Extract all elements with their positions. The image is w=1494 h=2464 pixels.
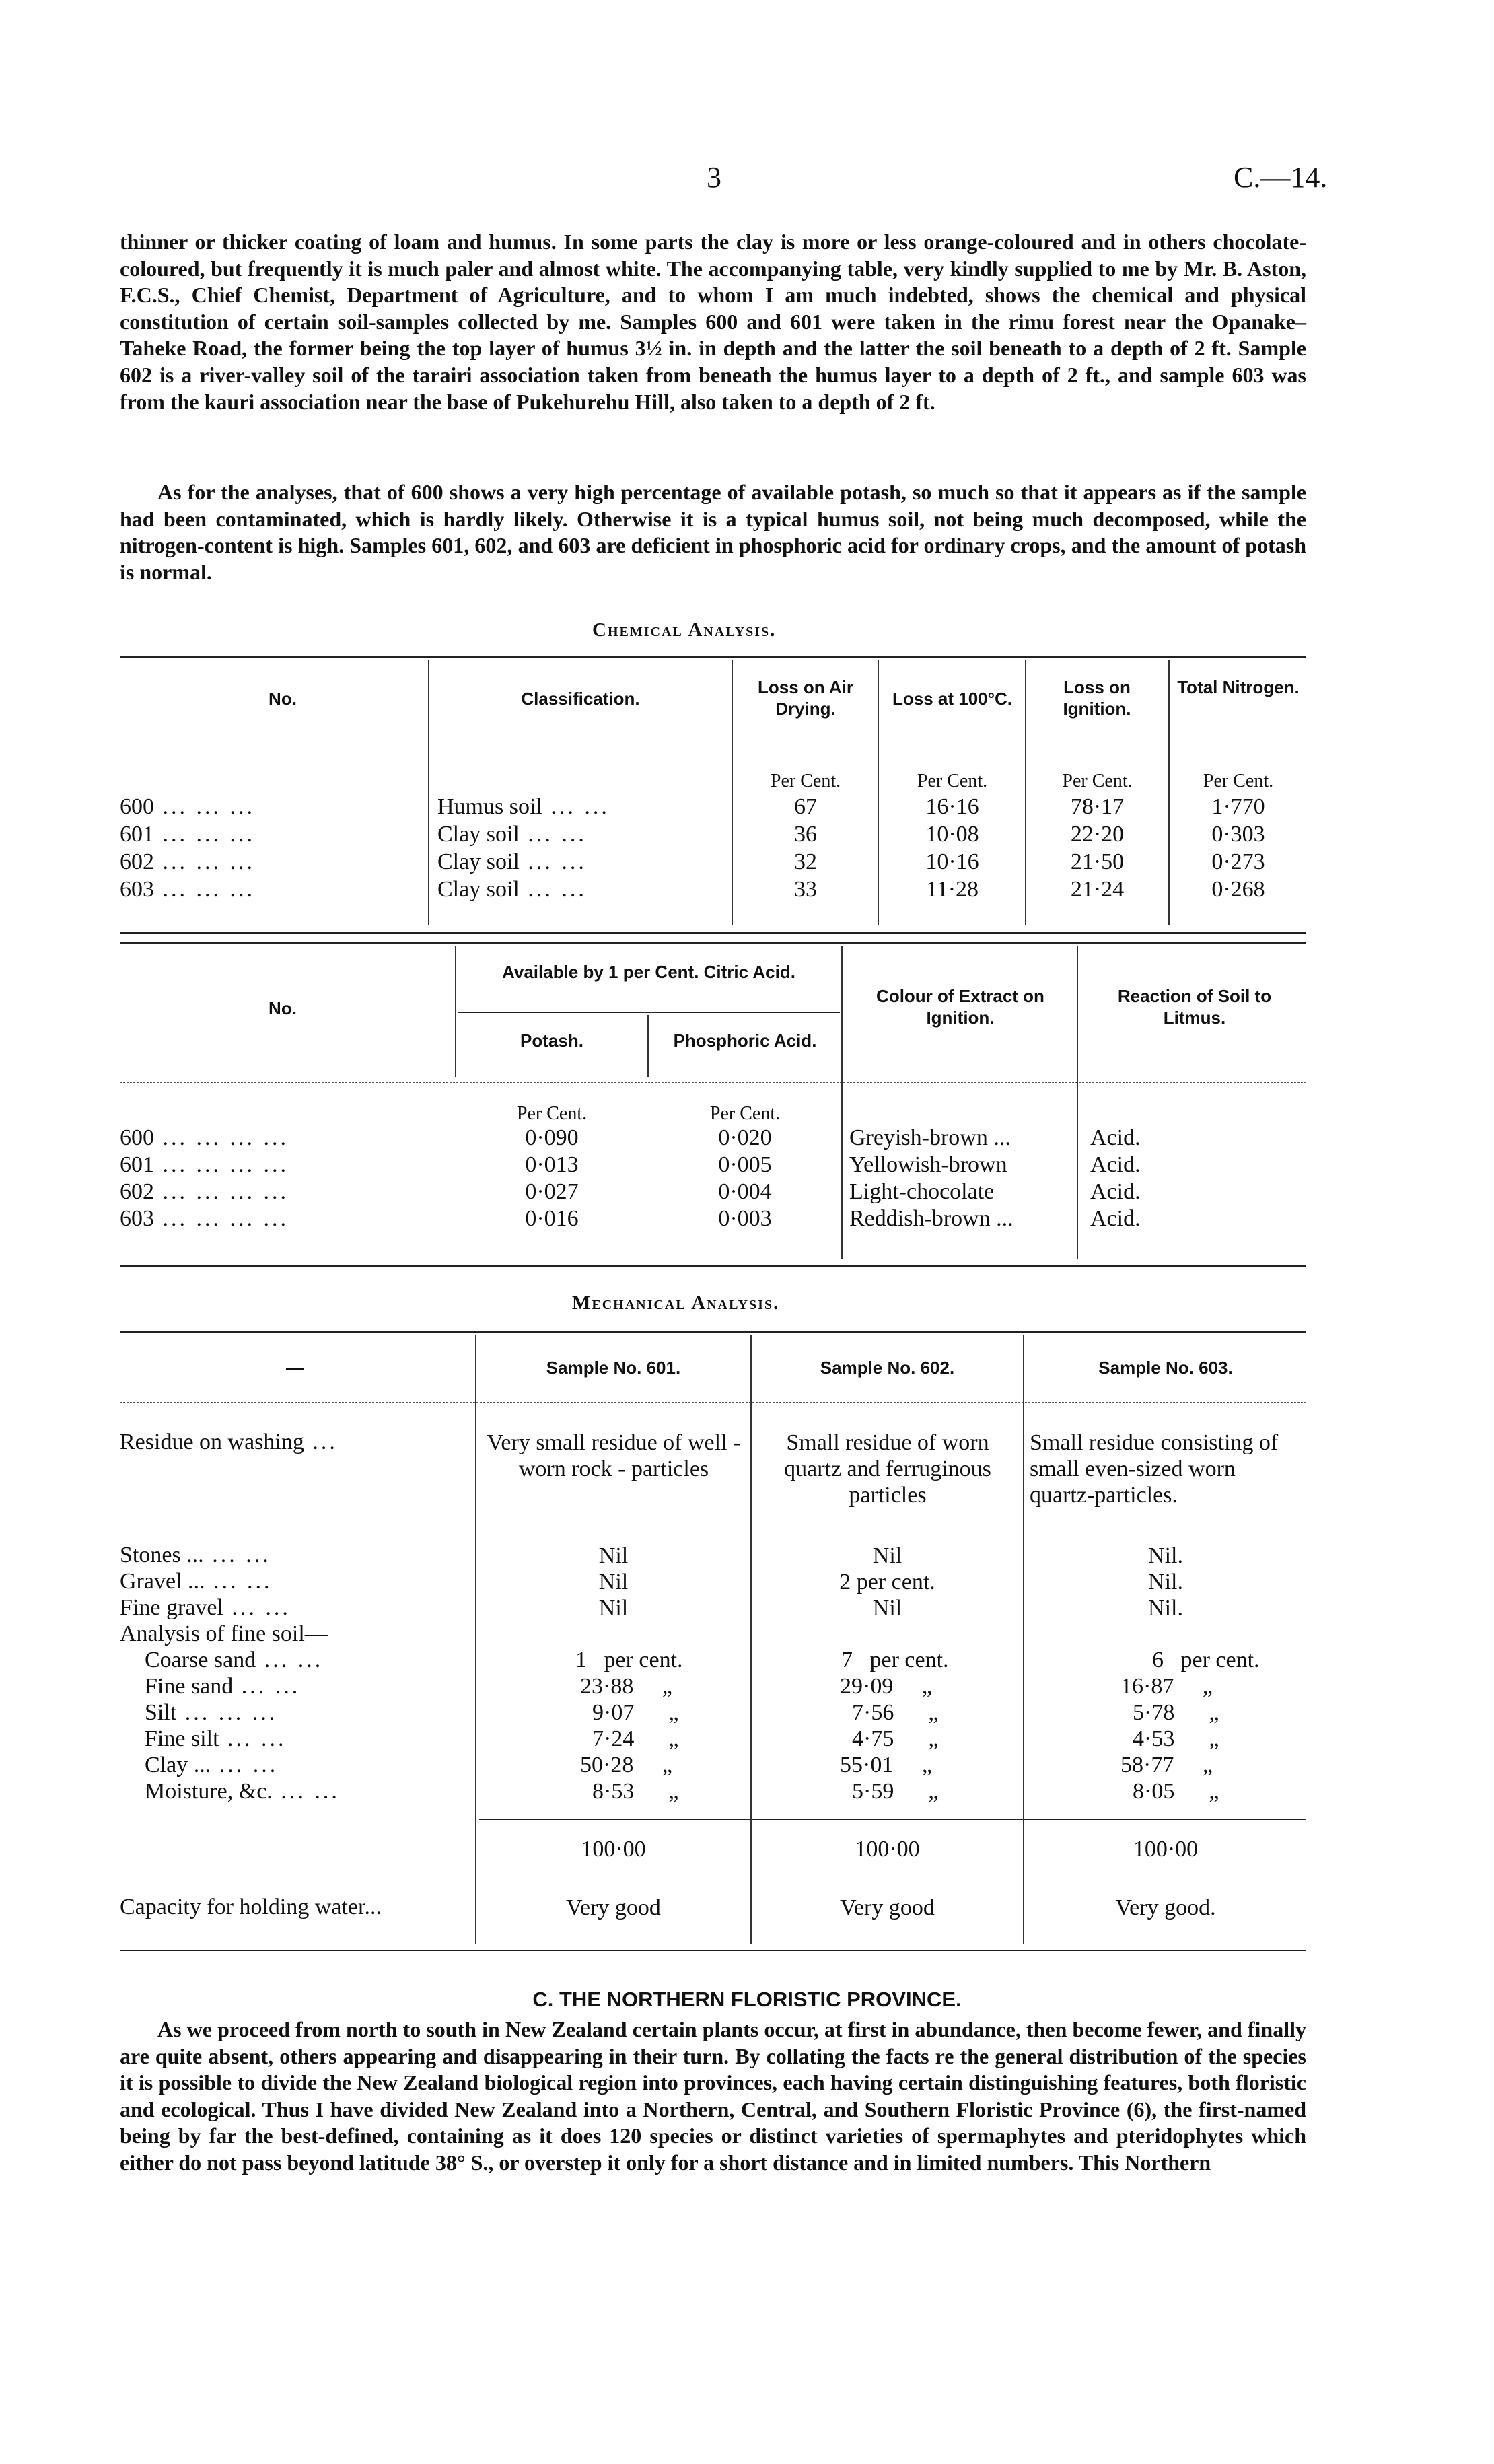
paragraph-2: As for the analyses, that of 600 shows a very high percentage of available potash, so much so that it appears as if the sample had been contaminated, which is hardly likely. Otherwise it is a typical humus soil, not being much decomposed, while the nitrogen-content is high. Samples 601, 602, and 603 are deficient in phosphoric acid for ordinary crops, and the amount of potash is normal. — [120, 480, 1306, 584]
reaction: Acid. — [1090, 1179, 1141, 1204]
header-sample-601: Sample No. 601. — [546, 1358, 681, 1378]
sample-no: 603 — [120, 877, 154, 902]
loss-ignition: 22·20 — [1070, 822, 1125, 847]
loss-ignition: 78·17 — [1070, 794, 1125, 819]
reaction: Acid. — [1090, 1206, 1141, 1231]
colour: Reddish-brown ... — [849, 1206, 1013, 1231]
residue-602: Small residue of worn quartz and ferruginous particles — [784, 1430, 991, 1508]
page-number: 3 — [707, 161, 721, 194]
header-dash: — — [286, 1358, 304, 1378]
sample-no: 601 — [120, 1152, 154, 1177]
phosphoric: 0·003 — [718, 1206, 772, 1231]
ditto-602: „ — [928, 1779, 939, 1804]
ditto-603: „ — [1209, 1726, 1219, 1751]
ditto-601: „ — [662, 1753, 672, 1777]
value-603: Nil. — [1148, 1570, 1183, 1594]
row-label: Stones ... — [120, 1543, 204, 1568]
chemical-analysis-title: Chemical Analysis. — [592, 619, 777, 641]
paragraph-1: thinner or thicker coating of loam and humus. In some parts the clay is more or less orange-coloured and in others chocolate-coloured, but frequently it is much paler and almost white. The accompanying table, very kindly supplied to me by Mr. B. Aston, F.C.S., Chief Chemist, Department of Agriculture, and to whom I am much indebted, shows the chemical and physical constitution of certain soil-samples collected by me. Samples 600 and 601 were taken in the rimu forest near the Opanake–Taheke Road, the former being the top layer of humus 3½ in. in depth and the latter the soil beneath to a depth of 2 ft. Sample 602 is a river-valley soil of the tarairi association taken from beneath the humus layer to a depth of 2 ft., and sample 603 was from the kauri association near the base of Pukehurehu Hill, also taken to a depth of 2 ft. — [120, 230, 1306, 414]
loss-100: 11·28 — [925, 877, 979, 902]
row-label: Fine sand — [145, 1674, 234, 1699]
header-phosphoric: Phosphoric Acid. — [673, 1030, 817, 1051]
paragraph-3: As we proceed from north to south in New Zealand certain plants occur, at first in abundance, then become fewer, and finally are quite absent, others appearing and disappearing in their turn. By collating the facts re the general distribution of the species it is possible to divide the New Zealand biological region into provinces, each having certain distinguishing features, both floristic and ecological. Thus I have divided New Zealand into a Northern, Central, and Southern Floristic Province (6), the first-named being by far the best-defined, containing as it does 120 species or distinct varieties of spermaphytes and pteridophytes which either do not pass beyond latitude 38° S., or overstep it only for a short distance and in limited numbers. This Northern — [120, 2017, 1306, 2175]
classification: Humus soil — [437, 794, 542, 819]
mechanical-analysis-title: Mechanical Analysis. — [572, 1292, 780, 1314]
analysis-label: Analysis of fine soil— — [120, 1621, 328, 1646]
unit-ignition: Per Cent. — [1062, 771, 1133, 791]
potash: 0·016 — [525, 1206, 579, 1231]
header-nitrogen: Total Nitrogen. — [1177, 677, 1300, 697]
nitrogen: 0·303 — [1211, 822, 1265, 847]
value-603: 58·77 — [1120, 1753, 1174, 1777]
ditto-601: „ — [668, 1779, 679, 1804]
phosphoric: 0·004 — [718, 1179, 772, 1204]
unit-air: Per Cent. — [770, 771, 841, 791]
value-603: Nil. — [1148, 1596, 1183, 1621]
ditto-602: „ — [928, 1726, 939, 1751]
value-601: 7·24 — [592, 1726, 635, 1751]
sample-no: 601 — [120, 822, 154, 847]
sample-no: 602 — [120, 1179, 154, 1204]
unit-603: per cent. — [1180, 1648, 1260, 1673]
value-603: 4·53 — [1133, 1726, 1175, 1751]
potash: 0·013 — [525, 1152, 579, 1177]
header-sample-602: Sample No. 602. — [820, 1358, 955, 1378]
unit-601: per cent. — [604, 1648, 683, 1673]
loss-air: 67 — [794, 794, 817, 819]
nitrogen: 0·268 — [1211, 877, 1265, 902]
row-label: Silt — [145, 1700, 177, 1725]
ditto-603: „ — [1209, 1700, 1219, 1725]
row-label: Fine silt — [145, 1726, 219, 1751]
ditto-601: „ — [668, 1726, 679, 1751]
row-label: Moisture, &c. — [145, 1779, 273, 1804]
header-classification: Classification. — [521, 689, 640, 709]
header-no: No. — [269, 689, 297, 709]
nitrogen: 0·273 — [1211, 849, 1265, 874]
residue-601: Very small residue of well - worn rock - particles — [487, 1430, 741, 1481]
ditto-602: „ — [921, 1674, 932, 1699]
potash: 0·090 — [525, 1125, 579, 1150]
colour: Light-chocolate — [849, 1179, 995, 1204]
value-602: 7 — [841, 1648, 853, 1673]
loss-100: 16·16 — [925, 794, 979, 819]
nitrogen: 1·770 — [1211, 794, 1265, 819]
value-601: Nil — [598, 1570, 629, 1594]
value-602: 4·75 — [852, 1726, 894, 1751]
loss-air: 32 — [794, 849, 817, 874]
loss-air: 33 — [794, 877, 817, 902]
header-colour: Colour of Extract on Ignition. — [876, 986, 1044, 1028]
value-603: 8·05 — [1133, 1779, 1175, 1804]
header-no-2: No. — [269, 998, 297, 1018]
row-label: Fine gravel — [120, 1595, 223, 1620]
sample-no: 602 — [120, 849, 154, 874]
value-601: 1 — [575, 1648, 587, 1673]
value-601: 9·07 — [592, 1700, 635, 1725]
sample-no: 603 — [120, 1206, 154, 1231]
ditto-601: „ — [662, 1674, 672, 1699]
capacity-603: Very good. — [1115, 1895, 1216, 1920]
unit-nitrogen: Per Cent. — [1203, 771, 1274, 791]
reaction: Acid. — [1090, 1125, 1141, 1150]
ditto-603: „ — [1202, 1753, 1213, 1777]
header-loss-100: Loss at 100°C. — [892, 689, 1013, 709]
capacity-601: Very good — [566, 1895, 661, 1920]
sample-no: 600 — [120, 1125, 154, 1150]
classification: Clay soil — [437, 877, 520, 902]
colour: Yellowish-brown — [849, 1152, 1007, 1177]
loss-ignition: 21·24 — [1070, 877, 1125, 902]
ditto-603: „ — [1209, 1779, 1219, 1804]
unit-100: Per Cent. — [917, 771, 988, 791]
loss-ignition: 21·50 — [1070, 849, 1125, 874]
row-label: Residue on washing — [120, 1430, 304, 1454]
phosphoric: 0·020 — [718, 1125, 772, 1150]
phosphoric: 0·005 — [718, 1152, 772, 1177]
loss-100: 10·16 — [925, 849, 979, 874]
value-602: Nil — [872, 1596, 902, 1621]
ditto-602: „ — [928, 1700, 939, 1725]
unit-602: per cent. — [869, 1648, 949, 1673]
total-603: 100·00 — [1133, 1837, 1199, 1862]
header-available: Available by 1 per Cent. Citric Acid. — [502, 962, 795, 982]
value-602: Nil — [872, 1543, 902, 1568]
row-label: Gravel ... — [120, 1569, 205, 1594]
potash: 0·027 — [525, 1179, 579, 1204]
value-601: 8·53 — [592, 1779, 635, 1804]
page-reference: C.—14. — [1234, 161, 1328, 194]
value-603: 5·78 — [1133, 1700, 1175, 1725]
value-602: 5·59 — [852, 1779, 894, 1804]
value-601: Nil — [598, 1596, 629, 1621]
row-label: Capacity for holding water... — [120, 1895, 382, 1920]
unit-potash: Per Cent. — [516, 1103, 588, 1124]
value-603: Nil. — [1148, 1543, 1183, 1568]
header-sample-603: Sample No. 603. — [1098, 1358, 1233, 1378]
unit-phosphoric: Per Cent. — [709, 1103, 781, 1124]
loss-air: 36 — [794, 822, 817, 847]
classification: Clay soil — [437, 822, 520, 847]
total-601: 100·00 — [581, 1837, 646, 1862]
header-potash: Potash. — [520, 1030, 583, 1051]
value-602: 29·09 — [840, 1674, 894, 1699]
reaction: Acid. — [1090, 1152, 1141, 1177]
colour: Greyish-brown ... — [849, 1125, 1011, 1150]
residue-603: Small residue consisting of small even-sized worn quartz-particles. — [1030, 1430, 1279, 1508]
value-603: 16·87 — [1120, 1674, 1174, 1699]
header-loss-air: Loss on Air Drying. — [757, 677, 854, 719]
loss-100: 10·08 — [925, 822, 979, 847]
value-601: Nil — [598, 1543, 629, 1568]
capacity-602: Very good — [840, 1895, 935, 1920]
section-heading: C. THE NORTHERN FLORISTIC PROVINCE. — [532, 1987, 962, 2011]
classification: Clay soil — [437, 849, 520, 874]
header-loss-ignition: Loss on Ignition. — [1063, 677, 1131, 719]
ditto-603: „ — [1202, 1674, 1213, 1699]
value-602: 2 per cent. — [839, 1570, 935, 1594]
total-602: 100·00 — [855, 1837, 920, 1862]
ditto-601: „ — [668, 1700, 679, 1725]
row-label: Clay ... — [145, 1753, 211, 1777]
value-602: 7·56 — [852, 1700, 894, 1725]
value-601: 50·28 — [580, 1753, 634, 1777]
row-label: Coarse sand — [145, 1648, 256, 1673]
sample-no: 600 — [120, 794, 154, 819]
ditto-602: „ — [921, 1753, 932, 1777]
value-603: 6 — [1152, 1648, 1164, 1673]
value-602: 55·01 — [840, 1753, 894, 1777]
header-reaction: Reaction of Soil to Litmus. — [1117, 986, 1272, 1028]
value-601: 23·88 — [580, 1674, 634, 1699]
